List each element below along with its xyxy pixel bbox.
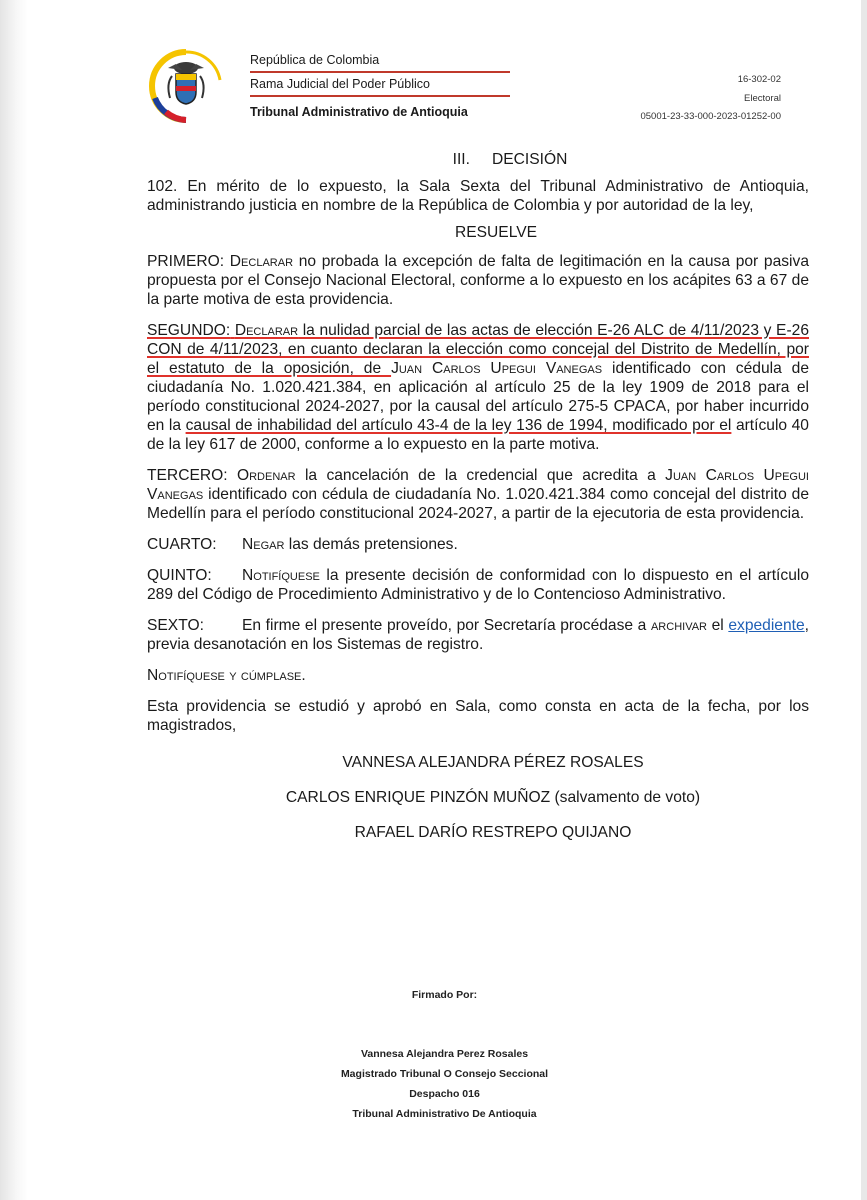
segundo-name: Juan Carlos Upegui Vanegas <box>391 360 603 377</box>
tercero-text-a: la cancelación de la credencial que acredita a <box>295 467 666 484</box>
sexto-archivar: archivar <box>650 617 707 634</box>
header-country: República de Colombia <box>250 53 380 67</box>
signature-firmado: Firmado Por: <box>411 989 478 1001</box>
header-branch: Rama Judicial del Poder Público <box>250 77 430 91</box>
page-edge-right <box>861 0 867 1200</box>
doc-code: 16-302-02 <box>737 74 781 85</box>
header-court: Tribunal Administrativo de Antioquia <box>250 105 468 119</box>
segundo-label-text: SEGUNDO: <box>147 322 231 339</box>
closing-paragraph: Esta providencia se estudió y aprobó en Sala, como consta en acta de la fecha, por los magistrados, <box>147 698 809 734</box>
resuelve-heading: RESUELVE <box>454 224 538 241</box>
magistrate-name: RAFAEL DARÍO RESTREPO QUIJANO <box>354 824 632 841</box>
notifiquese-line: Notifíquese y cúmplase. <box>147 667 306 684</box>
cuarto-label: CUARTO: <box>147 536 217 553</box>
signature-role: Magistrado Tribunal O Consejo Seccional <box>340 1068 549 1080</box>
magistrate-name: VANNESA ALEJANDRA PÉREZ ROSALES <box>342 754 644 771</box>
page-edge-shadow <box>0 0 28 1200</box>
sexto-text-a: En firme el presente proveído, por Secretaría procédase a <box>242 617 651 634</box>
primero-label: PRIMERO: <box>147 253 225 270</box>
document-page <box>28 0 861 1200</box>
segundo-text-c: artículo 40 de la ley 617 de 2000, conforme a lo expuesto en la parte motiva. <box>147 417 809 453</box>
quinto-paragraph <box>147 566 809 604</box>
segundo-paragraph <box>147 321 809 454</box>
tercero-paragraph <box>147 466 809 523</box>
sexto-label: SEXTO: <box>147 617 204 634</box>
section-heading <box>147 150 809 169</box>
signature-court: Tribunal Administrativo De Antioquia <box>352 1108 537 1120</box>
letterhead <box>28 0 861 140</box>
tercero-label: TERCERO: <box>147 467 228 484</box>
expediente-link[interactable]: expediente <box>728 617 805 634</box>
intro-paragraph: 102. En mérito de lo expuesto, la Sala Sexta del Tribunal Administrativo de Antioquia, administrando justicia en nombre de la República de Colombia y por autoridad de la ley, <box>147 178 809 214</box>
segundo-text-a: la nulidad parcial de las actas de elección E-26 ALC de 4/11/2023 y E-26 CON de 4/11/2023, en cuanto declaran la elección como concejal del Distrito de Medellín, por el estatuto de la oposición, de <box>147 322 809 377</box>
quinto-label: QUINTO: <box>147 567 212 584</box>
section-title: DECISIÓN <box>491 151 568 168</box>
primero-paragraph <box>147 252 809 309</box>
section-number: III. <box>452 151 470 168</box>
header-rule <box>250 71 510 73</box>
tercero-text-b: identificado con cédula de ciudadanía No. 1.020.421.384 como concejal del distrito de Medellín para el período constitucional 2024-2027, a partir de la ejecutoria de esta providencia. <box>147 486 809 522</box>
cuarto-paragraph <box>147 535 809 554</box>
quinto-text: la presente decisión de conformidad con lo dispuesto en el artículo 289 del Código de Procedimiento Administrativo y de lo Contencioso Administrativo. <box>147 567 809 603</box>
segundo-text-b: identificado con cédula de ciudadanía No. 1.020.421.384, en aplicación al artículo 25 de la ley 1909 de 2018 para el período constitucional 2024-2027, por la causal del artículo 275-5 CPACA, por haber incurrido en la <box>147 360 809 434</box>
sexto-text-c: , previa desanotación en los Sistemas de registro. <box>147 617 809 653</box>
primero-verb: Declarar <box>229 253 294 270</box>
tercero-verb: Ordenar <box>236 467 296 484</box>
segundo-highlight: causal de inhabilidad del artículo 43-4 de la ley 136 de 1994, modificado por el <box>185 417 732 434</box>
quinto-verb: Notifíquese <box>242 567 320 584</box>
coat-of-arms-logo <box>146 46 226 126</box>
signature-office: Despacho 016 <box>409 1088 480 1100</box>
header-rule <box>250 95 510 97</box>
sexto-text-b: el <box>707 617 729 634</box>
primero-text: no probada la excepción de falta de legitimación en la causa por pasiva propuesta por el Consejo Nacional Electoral, conforme a lo expuesto en los acápites 63 a 67 de la parte motiva de esta providencia. <box>147 253 809 308</box>
magistrate-name: CARLOS ENRIQUE PINZÓN MUÑOZ (salvamento de voto) <box>285 789 701 806</box>
doc-type: Electoral <box>744 93 781 104</box>
doc-radicado: 05001-23-33-000-2023-01252-00 <box>640 111 781 122</box>
segundo-verb: Declarar <box>234 322 299 339</box>
tercero-name: Juan Carlos Upegui Vanegas <box>147 467 809 503</box>
signature-name: Vannesa Alejandra Perez Rosales <box>360 1048 529 1060</box>
sexto-paragraph <box>147 616 809 654</box>
cuarto-text: las demás pretensiones. <box>284 536 458 553</box>
document-body <box>147 150 809 842</box>
cuarto-verb: Negar <box>242 536 285 553</box>
